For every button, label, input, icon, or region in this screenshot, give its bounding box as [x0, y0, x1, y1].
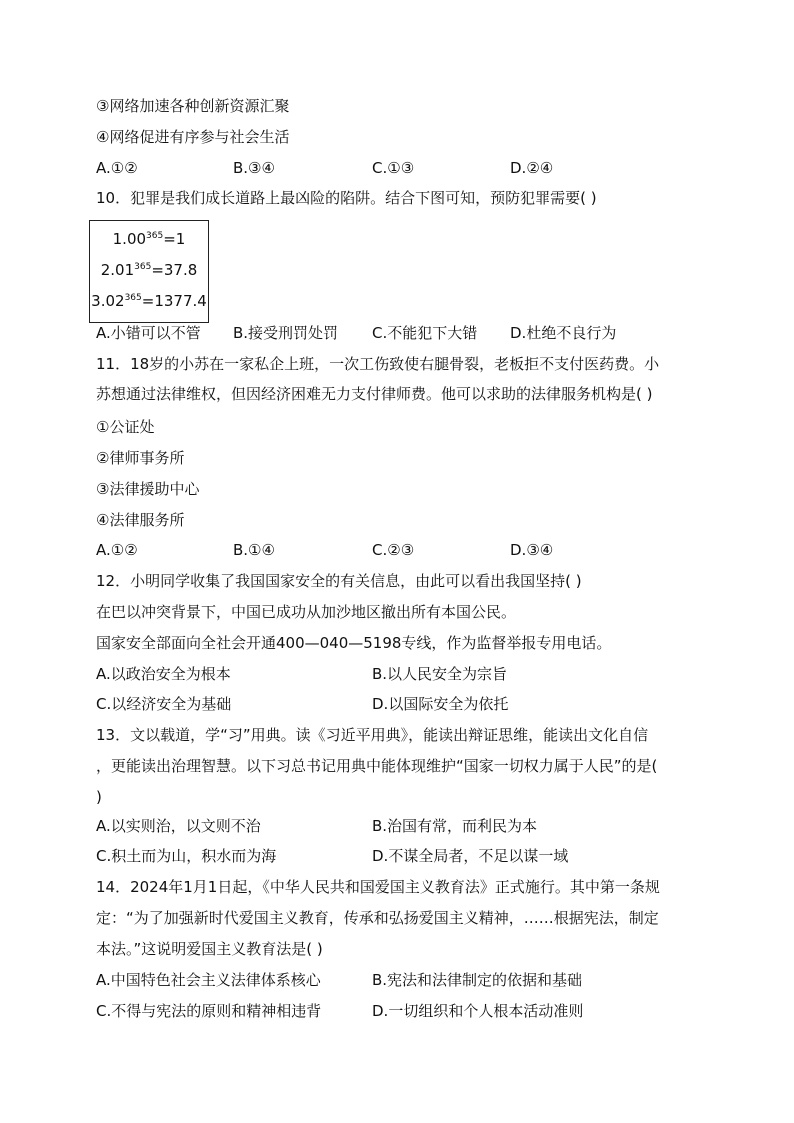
base: 2.01	[100, 261, 135, 279]
q13-stem-line-3: )	[96, 788, 102, 806]
q11-option-b: B.①④	[233, 541, 275, 559]
q9-option-b: B.③④	[233, 159, 275, 177]
q13-stem-line-1: 13．文以载道，学“习”用典。读《习近平用典》，能读出辩证思维，能读出文化自信	[96, 726, 649, 744]
result: =1	[163, 230, 186, 248]
q12-info-2: 国家安全部面向全社会开通400—040—5198专线，作为监督举报专用电话。	[96, 634, 612, 652]
q13-stem-line-2: ，更能读出治理智慧。以下习总书记用典中能体现维护“国家一切权力属于人民”的是(	[96, 757, 658, 775]
q9-statement-3: ③网络加速各种创新资源汇聚	[96, 97, 290, 115]
exponent: 365	[134, 262, 152, 272]
q10-option-b: B.接受刑罚处罚	[233, 324, 339, 342]
q11-item-3: ③法律援助中心	[96, 480, 200, 498]
q13-option-a: A.以实则治，以文则不治	[96, 817, 261, 835]
q9-option-c: C.①③	[372, 159, 415, 177]
q14-option-b: B.宪法和法律制定的依据和基础	[372, 971, 583, 989]
q11-stem-line-1: 11．18岁的小苏在一家私企上班，一次工伤致使右腿骨裂，老板拒不支付医药费。小	[96, 355, 660, 373]
q13-option-c: C.积土而为山，积水而为海	[96, 847, 277, 865]
q14-option-d: D.一切组织和个人根本活动准则	[372, 1002, 584, 1020]
figure-line-3	[90, 288, 208, 311]
q9-option-d: D.②④	[510, 159, 554, 177]
q11-item-4: ④法律服务所	[96, 511, 185, 529]
figure-line-1	[90, 226, 208, 249]
q12-option-a: A.以政治安全为根本	[96, 665, 231, 683]
q10-option-d: D.杜绝不良行为	[510, 324, 617, 342]
q11-option-c: C.②③	[372, 541, 415, 559]
q11-option-a: A.①②	[96, 541, 138, 559]
base: 3.02	[91, 292, 125, 310]
q10-option-c: C.不能犯下大错	[372, 324, 478, 342]
q12-option-b: B.以人民安全为宗旨	[372, 665, 508, 683]
result: =37.8	[151, 261, 198, 279]
q14-stem-line-1: 14．2024年1月1日起，《中华人民共和国爱国主义教育法》正式施行。其中第一条规	[96, 878, 660, 896]
q12-stem: 12．小明同学收集了我国国家安全的有关信息，由此可以看出我国坚持( )	[96, 572, 582, 590]
figure-line-2	[90, 257, 208, 280]
q14-option-c: C.不得与宪法的原则和精神相违背	[96, 1002, 322, 1020]
q14-stem-line-2: 定：“为了加强新时代爱国主义教育，传承和弘扬爱国主义精神，……根据宪法，制定	[96, 909, 659, 927]
q11-item-2: ②律师事务所	[96, 449, 185, 467]
q10-figure-box	[89, 220, 209, 323]
q13-option-b: B.治国有常，而利民为本	[372, 817, 538, 835]
result: =1377.4	[141, 292, 207, 310]
q14-stem-line-3: 本法。”这说明爱国主义教育法是( )	[96, 940, 323, 958]
q9-option-a: A.①②	[96, 159, 138, 177]
q12-option-d: D.以国际安全为依托	[372, 695, 509, 713]
exponent: 365	[146, 231, 164, 241]
base: 1.00	[112, 230, 147, 248]
q12-info-1: 在巴以冲突背景下，中国已成功从加沙地区撤出所有本国公民。	[96, 603, 517, 621]
q11-stem-line-2: 苏想通过法律维权，但因经济困难无力支付律师费。他可以求助的法律服务机构是( )	[96, 385, 653, 403]
q9-statement-4: ④网络促进有序参与社会生活	[96, 128, 290, 146]
exponent: 365	[124, 293, 142, 303]
q11-item-1: ①公证处	[96, 418, 155, 436]
q10-option-a: A.小错可以不管	[96, 324, 201, 342]
q13-option-d: D.不谋全局者，不足以谋一域	[372, 847, 569, 865]
q12-option-c: C.以经济安全为基础	[96, 695, 232, 713]
q11-option-d: D.③④	[510, 541, 554, 559]
q10-stem: 10．犯罪是我们成长道路上最凶险的陷阱。结合下图可知，预防犯罪需要( )	[96, 189, 597, 207]
q14-option-a: A.中国特色社会主义法律体系核心	[96, 971, 321, 989]
